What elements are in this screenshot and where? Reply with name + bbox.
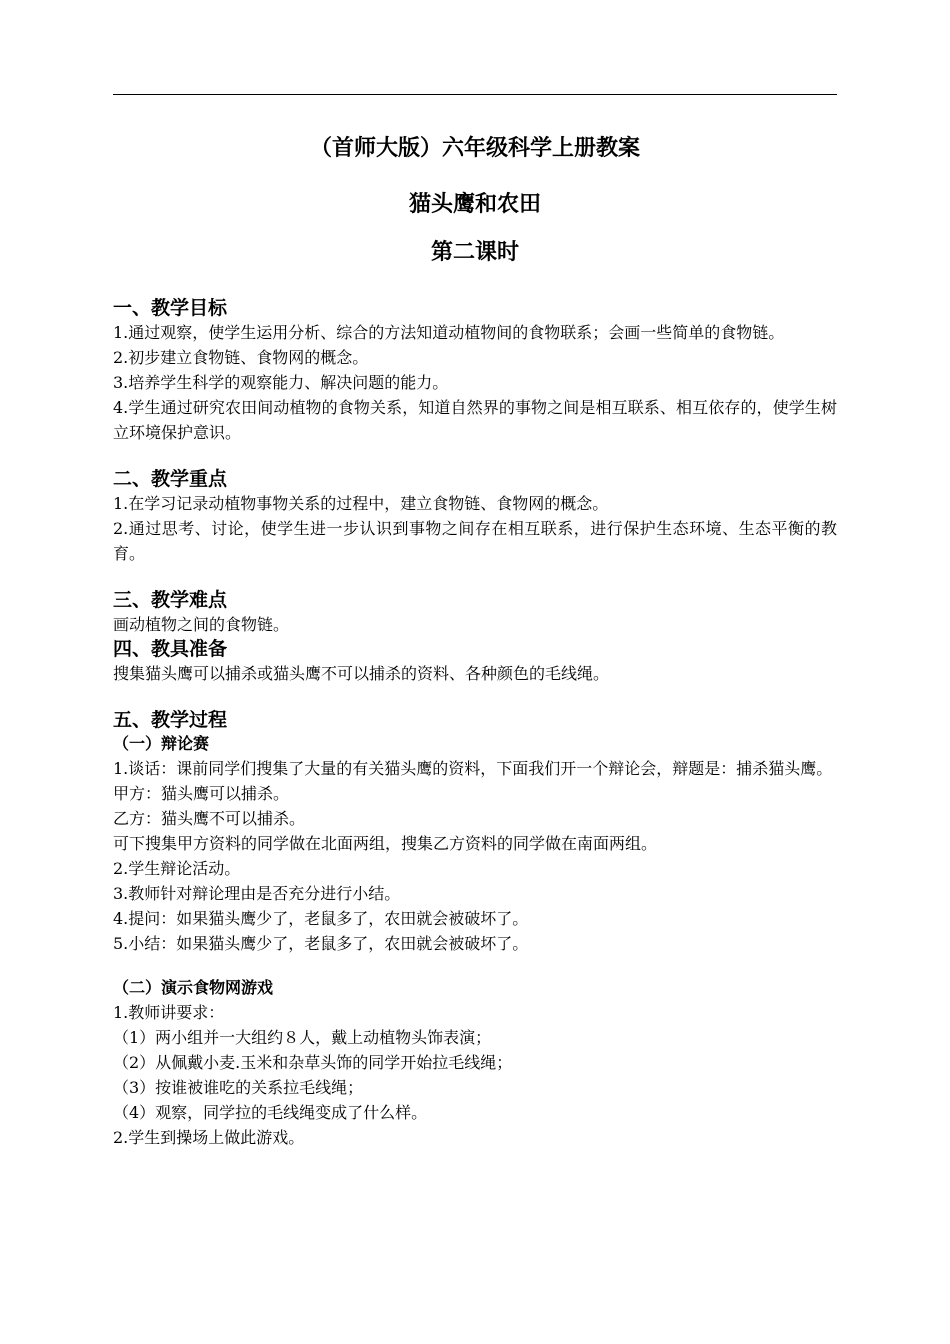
process-item: （1）两小组并一大组约８人，戴上动植物头饰表演； — [113, 1028, 492, 1047]
process-item: （3）按谁被谁吃的关系拉毛线绳； — [113, 1078, 364, 1097]
document-title: （首师大版）六年级科学上册教案 — [309, 136, 640, 161]
process-item: 2.学生辩论活动。 — [113, 859, 241, 878]
key-point-item: 1.在学习记录动植物事物关系的过程中，建立食物链、食物网的概念。 — [113, 494, 609, 513]
section-key-points — [113, 467, 837, 566]
process-item: （4）观察，同学拉的毛线绳变成了什么样。 — [113, 1103, 428, 1122]
process-item: 乙方：猫头鹰不可以捕杀。 — [113, 809, 306, 828]
process-item: （2）从佩戴小麦.玉米和杂草头饰的同学开始拉毛线绳； — [113, 1053, 513, 1072]
header-rule — [113, 94, 837, 95]
process-item: 2.学生到操场上做此游戏。 — [113, 1128, 305, 1147]
sub-heading: （一）辩论赛 — [113, 734, 210, 753]
section-heading: 五、教学过程 — [113, 709, 228, 731]
process-item: 5.小结：如果猫头鹰少了，老鼠多了，农田就会被破坏了。 — [113, 934, 529, 953]
process-part-debate — [113, 732, 837, 956]
material-item: 搜集猫头鹰可以捕杀或猫头鹰不可以捕杀的资料、各种颜色的毛线绳。 — [113, 664, 610, 683]
lesson-title: 猫头鹰和农田 — [408, 192, 541, 217]
period-title: 第二课时 — [430, 240, 519, 265]
goal-item: 2.初步建立食物链、食物网的概念。 — [113, 348, 369, 367]
goal-item: 4.学生通过研究农田间动植物的食物关系，知道自然界的事物之间是相互联系、相互依存的，使学生树立环境保护意识。 — [113, 398, 837, 442]
process-item: 3.教师针对辩论理由是否充分进行小结。 — [113, 884, 401, 903]
difficulty-item: 画动植物之间的食物链。 — [113, 615, 290, 634]
sub-heading: （二）演示食物网游戏 — [113, 978, 274, 997]
section-heading: 三、教学难点 — [113, 589, 228, 611]
process-part-food-web-game — [113, 976, 837, 1150]
process-item: 甲方：猫头鹰可以捕杀。 — [113, 784, 290, 803]
section-difficulties — [113, 588, 837, 637]
key-point-item: 2.通过思考、讨论，使学生进一步认识到事物之间存在相互联系，进行保护生态环境、生态平衡的教育。 — [113, 519, 837, 563]
process-item: 1.教师讲要求： — [113, 1003, 225, 1022]
process-item: 1.谈话：课前同学们搜集了大量的有关猫头鹰的资料，下面我们开一个辩论会，辩题是：捕杀猫头鹰。 — [113, 759, 833, 778]
section-goals — [113, 296, 837, 445]
goal-item: 1.通过观察，使学生运用分析、综合的方法知道动植物间的食物联系；会画一些简单的食物链。 — [113, 323, 785, 342]
section-heading: 二、教学重点 — [113, 468, 228, 490]
section-heading: 四、教具准备 — [113, 638, 228, 660]
goal-item: 3.培养学生科学的观察能力、解决问题的能力。 — [113, 373, 449, 392]
process-item: 可下搜集甲方资料的同学做在北面两组，搜集乙方资料的同学做在南面两组。 — [113, 834, 658, 853]
section-heading: 一、教学目标 — [113, 297, 228, 319]
section-process — [113, 708, 837, 1150]
document-page — [113, 130, 837, 1150]
process-item: 4.提问：如果猫头鹰少了，老鼠多了，农田就会被破坏了。 — [113, 909, 529, 928]
section-materials — [113, 637, 837, 686]
